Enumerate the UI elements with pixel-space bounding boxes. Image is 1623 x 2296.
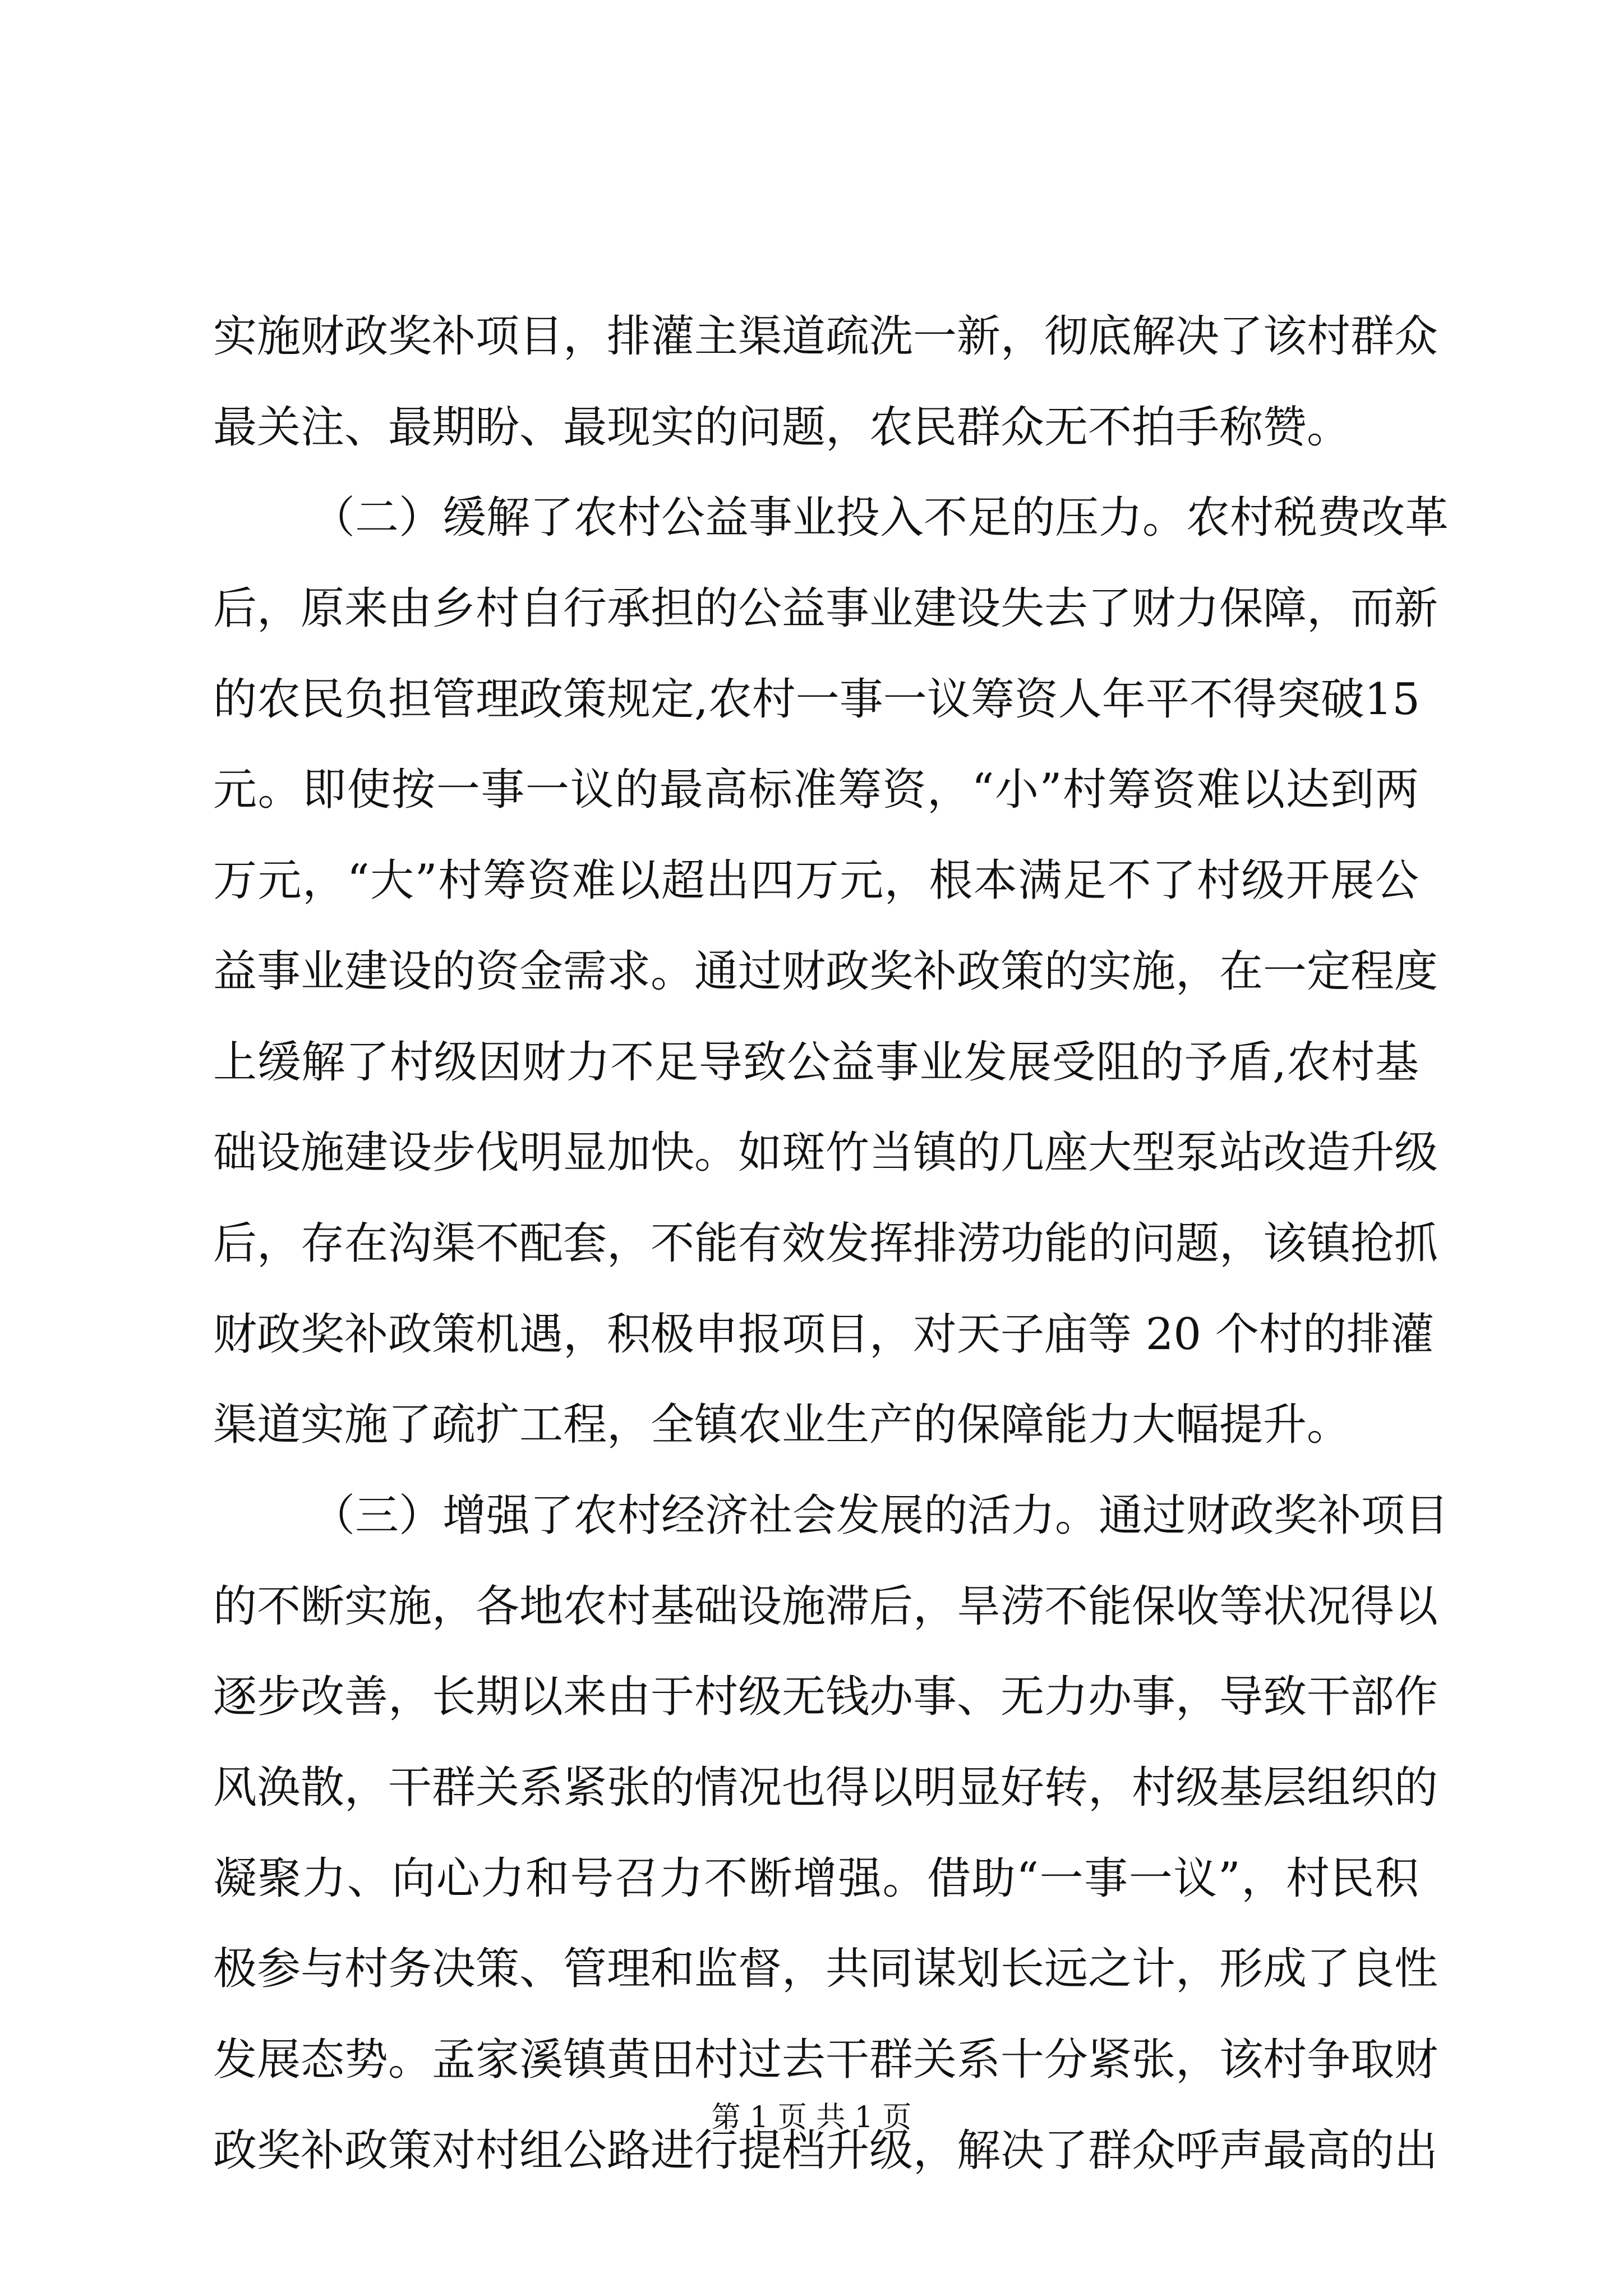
text-line: 逐步改善，长期以来由于村级无钱办事、无力办事，导致干部作: [213, 1672, 1438, 1723]
text-line: 政奖补政策对村组公路进行提档升级，解决了群众呼声最高的出: [213, 2125, 1438, 2176]
text-line: 凝聚力、向心力和号召力不断增强。借助“一事一议”，村民积: [213, 1853, 1419, 1904]
text-line: 益事业建设的资金需求。通过财政奖补政策的实施，在一定程度: [213, 946, 1438, 997]
body-text: [213, 292, 1449, 2196]
text-line: 的农民负担管理政策规定,农村一事一议筹资人年平不得突破15: [213, 674, 1421, 725]
text-line: 上缓解了村级因财力不足导致公益事业发展受阻的予盾,农村基: [213, 1037, 1419, 1088]
text-line: 元。即使按一事一议的最高标准筹资，“小”村筹资难以达到两: [213, 765, 1419, 816]
text-line: 后，存在沟渠不配套，不能有效发挥排涝功能的问题，该镇抢抓: [213, 1218, 1438, 1269]
text-line: 实施财政奖补项目，排灌主渠道疏洗一新，彻底解决了该村群众: [213, 311, 1438, 362]
text-line: 万元，“大”村筹资难以超出四万元，根本满足不了村级开展公: [213, 855, 1419, 907]
text-line: 极参与村务决策、管理和监督，共同谋划长远之计，形成了良性: [213, 1944, 1438, 1995]
text-line: 渠道实施了疏扩工程，全镇农业生产的保障能力大幅提升。: [213, 1400, 1351, 1451]
text-line: 发展态势。孟家溪镇黄田村过去干群关系十分紧张，该村争取财: [213, 2035, 1438, 2086]
text-line: （二）缓解了农村公益事业投入不足的压力。农村税费改革: [311, 493, 1449, 544]
text-line: 最关注、最期盼、最现实的问题，农民群众无不拍手称赞。: [213, 402, 1351, 453]
text-line: 的不断实施，各地农村基础设施滞后，旱涝不能保收等状况得以: [213, 1581, 1438, 1632]
text-line: 础设施建设步伐明显加快。如斑竹当镇的几座大型泵站改造升级: [213, 1128, 1438, 1179]
text-line: 财政奖补政策机遇，积极申报项目，对天子庙等 20 个村的排灌: [213, 1309, 1434, 1360]
page-footer: 第 1 页 共 1 页: [711, 2101, 912, 2134]
text-line: 后，原来由乡村自行承担的公益事业建设失去了财力保障，而新: [213, 583, 1438, 634]
text-line: 风涣散，干群关系紧张的情况也得以明显好转，村级基层组织的: [213, 1763, 1438, 1813]
text-line: （三）增强了农村经济社会发展的活力。通过财政奖补项目: [311, 1490, 1449, 1541]
